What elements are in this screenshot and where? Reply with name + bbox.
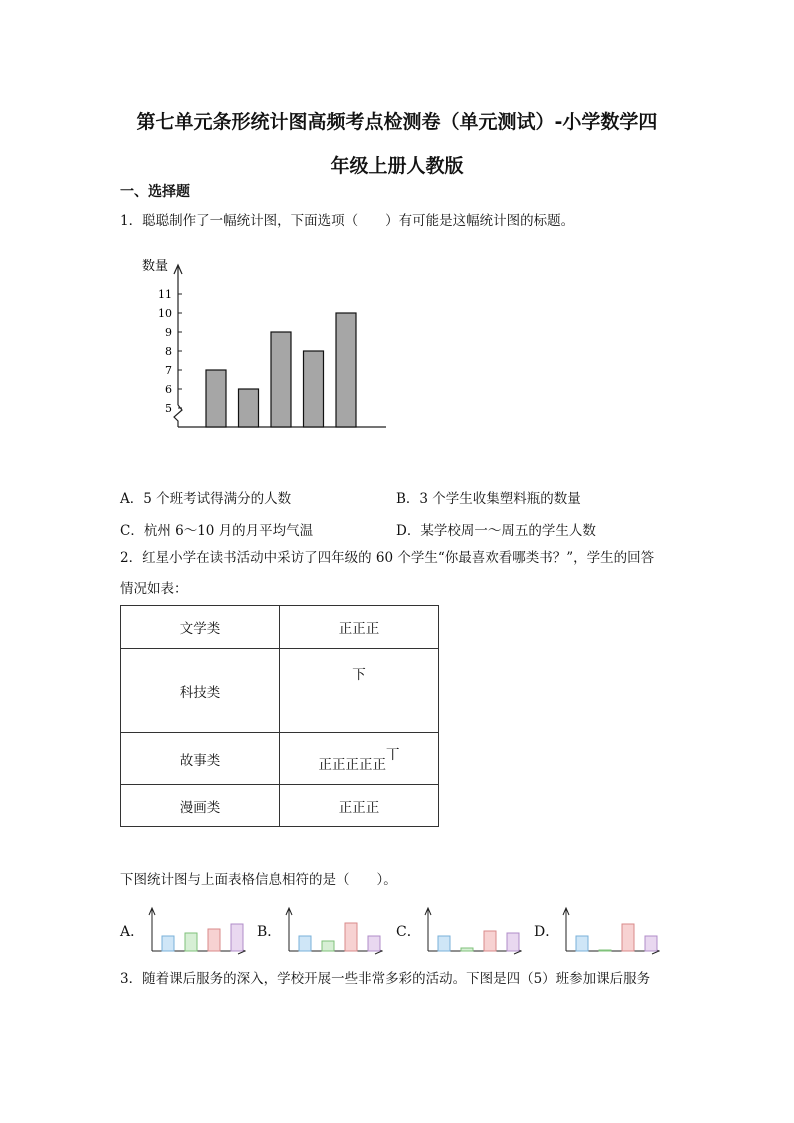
category-cell: 故事类 bbox=[121, 733, 280, 785]
mini-bar bbox=[185, 933, 197, 951]
q2-option-b-chart bbox=[273, 905, 383, 957]
bar bbox=[304, 351, 324, 427]
mini-bar bbox=[438, 936, 450, 951]
table-row bbox=[121, 785, 439, 827]
question-2-stem-line-2: 情况如表： bbox=[120, 581, 188, 597]
page-title bbox=[100, 100, 694, 188]
question-2-followup: 下图统计图与上面表格信息相符的是（ ）。 bbox=[120, 872, 397, 888]
bar bbox=[336, 313, 356, 427]
table-row bbox=[121, 733, 439, 785]
mini-bar bbox=[461, 948, 473, 951]
q1-option-d[interactable]: D．某学校周一～周五的学生人数 bbox=[396, 523, 596, 539]
tally-cell bbox=[280, 649, 439, 733]
q2-option-d-label: D． bbox=[534, 924, 560, 940]
mini-bar bbox=[645, 936, 657, 951]
mini-bar bbox=[507, 933, 519, 951]
table-row bbox=[121, 606, 439, 649]
q1-option-a[interactable]: A．5 个班考试得满分的人数 bbox=[120, 491, 292, 507]
section-heading: 一、选择题 bbox=[120, 184, 190, 200]
bar bbox=[271, 332, 291, 427]
mini-bar bbox=[231, 924, 243, 951]
category-cell: 科技类 bbox=[121, 649, 280, 733]
mini-bar bbox=[208, 929, 220, 951]
q2-option-a-label: A． bbox=[120, 924, 145, 940]
y-tick-label: 10 bbox=[158, 307, 172, 320]
tally-cell bbox=[280, 785, 439, 827]
mini-bar bbox=[322, 941, 334, 951]
q2-option-c-chart bbox=[412, 905, 522, 957]
tally-table bbox=[120, 605, 439, 827]
category-cell: 漫画类 bbox=[121, 785, 280, 827]
mini-bar bbox=[368, 936, 380, 951]
mini-bar bbox=[484, 931, 496, 951]
tally-marks: 正正正 bbox=[338, 799, 380, 816]
q2-option-a-chart bbox=[136, 905, 246, 957]
category-cell: 文学类 bbox=[121, 606, 280, 649]
q2-option-b-label: B． bbox=[257, 924, 282, 940]
y-tick-label: 9 bbox=[165, 326, 172, 339]
q2-option-c-label: C． bbox=[396, 924, 421, 940]
y-tick-label: 8 bbox=[165, 345, 172, 358]
mini-bar bbox=[576, 936, 588, 951]
question-3-stem: 3．随着课后服务的深入，学校开展一些非常多彩的活动。下图是四（5）班参加课后服务 bbox=[120, 971, 651, 987]
tally-partial-mark: 下 bbox=[352, 667, 366, 683]
mini-bar bbox=[599, 950, 611, 951]
mini-bar bbox=[299, 936, 311, 951]
question-2-stem-line-1: 2．红星小学在读书活动中采访了四年级的 60 个学生“你最喜欢看哪类书？”，学生的回答 bbox=[120, 550, 655, 566]
question-1-stem: 1．聪聪制作了一幅统计图，下面选项（ ）有可能是这幅统计图的标题。 bbox=[120, 213, 575, 229]
mini-bar bbox=[162, 936, 174, 951]
bar bbox=[239, 389, 259, 427]
y-tick-label: 5 bbox=[165, 402, 172, 415]
question-2-stem bbox=[120, 543, 680, 605]
tally-marks: 正正正正正 bbox=[318, 756, 386, 773]
bar bbox=[206, 370, 226, 427]
mini-bar bbox=[345, 923, 357, 951]
q1-option-b[interactable]: B．3 个学生收集塑料瓶的数量 bbox=[396, 491, 581, 507]
question-1-bar-chart bbox=[130, 250, 400, 435]
table-row bbox=[121, 649, 439, 733]
tally-marks: 正正正 bbox=[338, 621, 380, 637]
y-tick-label: 11 bbox=[158, 288, 172, 301]
title-line-2: 年级上册人教版 bbox=[330, 155, 464, 177]
q1-option-c[interactable]: C．杭州 6～10 月的月平均气温 bbox=[120, 523, 314, 539]
y-axis-label: 数量 bbox=[142, 259, 169, 274]
tally-partial-mark: 丅 bbox=[386, 746, 400, 763]
mini-bar bbox=[622, 924, 634, 951]
y-tick-label: 6 bbox=[165, 383, 172, 396]
title-line-1: 第七单元条形统计图高频考点检测卷（单元测试）-小学数学四 bbox=[136, 111, 658, 133]
y-tick-label: 7 bbox=[165, 364, 172, 377]
tally-cell bbox=[280, 733, 439, 785]
q2-option-d-chart bbox=[550, 905, 660, 957]
tally-cell bbox=[280, 606, 439, 649]
